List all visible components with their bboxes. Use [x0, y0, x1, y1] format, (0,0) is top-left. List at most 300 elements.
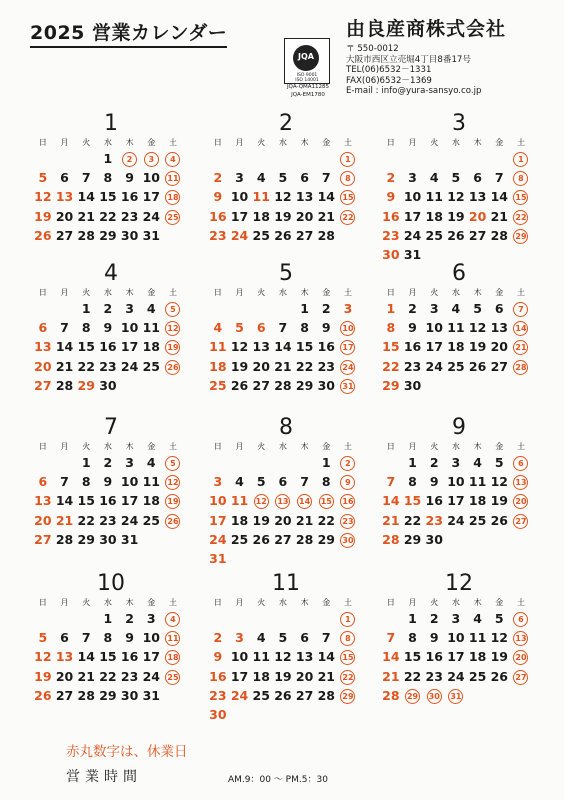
page-title: 2025 営業カレンダー — [30, 18, 227, 48]
day-cell: 20 — [252, 358, 270, 374]
day-cell — [337, 357, 359, 376]
month-8 — [207, 416, 365, 568]
month-4 — [32, 262, 190, 395]
day-cell: 21 — [55, 358, 74, 374]
empty-cell — [488, 149, 510, 168]
business-hours-value: AM.9：00 ～ PM.5：30 — [228, 775, 328, 785]
day-cell: 20 — [55, 668, 74, 684]
day-cell: 18 — [252, 668, 270, 684]
weekday-label: 木 — [125, 442, 134, 451]
day-cell: 28 — [77, 227, 95, 243]
empty-cell — [467, 686, 489, 705]
circled-holiday-day: 25 — [165, 670, 180, 685]
empty-cell — [162, 226, 184, 245]
day-cell: 25 — [142, 512, 160, 528]
weekday-label: 月 — [235, 442, 244, 451]
weekday-header — [32, 441, 190, 453]
day-cell: 24 — [120, 358, 139, 374]
day-cell: 9 — [408, 320, 417, 336]
day-cell — [162, 187, 184, 206]
day-cell: 5 — [451, 170, 461, 186]
circled-holiday-day: 14 — [297, 494, 312, 509]
day-cell: 23 — [425, 512, 443, 528]
week-row — [32, 491, 190, 510]
day-cell — [162, 491, 184, 510]
day-cell: 7 — [321, 170, 331, 186]
week-row — [380, 609, 538, 628]
day-cell: 4 — [473, 455, 482, 470]
month-name: 3 — [452, 111, 466, 136]
day-cell: 31 — [142, 227, 160, 243]
day-cell: 4 — [473, 611, 482, 626]
empty-cell — [32, 299, 54, 318]
day-cell: 21 — [274, 358, 292, 374]
day-cell: 19 — [447, 208, 465, 224]
week-row — [380, 318, 538, 337]
month-5 — [207, 262, 365, 395]
empty-cell — [32, 609, 54, 628]
circled-holiday-day: 5 — [165, 456, 180, 471]
week-row — [380, 491, 538, 510]
day-cell: 11 — [252, 189, 270, 205]
day-cell: 30 — [209, 706, 227, 722]
day-cell: 24 — [425, 358, 443, 374]
day-cell: 15 — [99, 649, 117, 665]
day-cell — [510, 491, 532, 510]
day-cell: 5 — [494, 455, 504, 470]
day-cell: 5 — [473, 301, 482, 316]
circled-holiday-day: 12 — [165, 475, 180, 490]
day-cell: 18 — [142, 493, 160, 509]
circled-holiday-day: 31 — [448, 689, 463, 704]
month-11 — [207, 572, 365, 724]
empty-cell — [54, 609, 76, 628]
week-row — [207, 168, 365, 187]
day-cell: 12 — [490, 474, 508, 490]
empty-cell — [272, 299, 294, 318]
day-cell: 19 — [490, 649, 508, 665]
empty-cell — [294, 549, 316, 568]
day-cell: 7 — [321, 630, 331, 646]
day-cell: 20 — [295, 208, 314, 224]
weekday-label: 木 — [473, 598, 482, 607]
empty-cell — [229, 609, 251, 628]
week-row — [380, 168, 538, 187]
weekday-label: 木 — [473, 288, 482, 297]
day-cell: 21 — [77, 668, 95, 684]
day-cell: 9 — [386, 189, 396, 205]
week-row — [380, 686, 538, 705]
day-cell: 19 — [34, 668, 52, 684]
week-row — [380, 472, 538, 491]
day-cell: 26 — [447, 227, 465, 243]
weekday-label: 火 — [430, 288, 439, 297]
empty-cell — [207, 453, 229, 472]
day-cell: 21 — [490, 208, 508, 224]
day-cell: 21 — [295, 512, 314, 528]
empty-cell — [272, 705, 294, 724]
day-cell: 16 — [99, 493, 117, 509]
empty-cell — [510, 376, 532, 395]
week-row — [32, 667, 190, 686]
iso-14001-label: ISO 14001 — [295, 78, 319, 83]
circled-holiday-day: 10 — [340, 321, 355, 336]
week-row — [207, 453, 365, 472]
day-cell: 26 — [274, 687, 292, 703]
week-row — [32, 357, 190, 376]
week-row — [380, 376, 538, 395]
empty-cell — [229, 705, 251, 724]
circled-holiday-day: 16 — [340, 494, 355, 509]
day-cell: 23 — [120, 668, 139, 684]
week-row — [32, 628, 190, 647]
day-cell: 7 — [81, 630, 91, 646]
month-name: 7 — [104, 415, 118, 440]
day-cell: 22 — [99, 208, 117, 224]
day-cell: 25 — [230, 531, 249, 547]
empty-cell — [294, 609, 316, 628]
day-cell: 24 — [230, 227, 249, 243]
day-cell: 18 — [468, 493, 487, 509]
week-row — [207, 511, 365, 530]
weekday-header — [207, 287, 365, 299]
weekday-label: 土 — [516, 598, 525, 607]
day-cell: 8 — [408, 474, 417, 490]
day-cell: 25 — [209, 377, 227, 393]
day-cell: 8 — [103, 630, 113, 646]
day-cell: 26 — [230, 377, 249, 393]
day-cell: 6 — [256, 320, 266, 336]
day-cell: 23 — [317, 358, 335, 374]
circled-holiday-day: 15 — [340, 650, 355, 665]
empty-cell — [75, 149, 97, 168]
circled-holiday-day: 23 — [340, 514, 355, 529]
day-cell — [510, 226, 532, 245]
day-cell — [445, 686, 467, 705]
day-cell — [337, 491, 359, 510]
day-cell — [510, 337, 532, 356]
day-cell — [510, 628, 532, 647]
weekday-label: 水 — [278, 442, 287, 451]
circled-holiday-day: 13 — [275, 494, 290, 509]
weekday-label: 木 — [473, 138, 482, 147]
day-cell: 1 — [103, 611, 113, 626]
day-cell: 2 — [429, 611, 439, 626]
day-cell: 29 — [99, 227, 117, 243]
day-cell: 6 — [278, 474, 288, 490]
empty-cell — [467, 530, 489, 549]
day-cell: 8 — [81, 474, 91, 490]
day-cell: 29 — [77, 531, 95, 547]
day-cell: 16 — [382, 208, 400, 224]
cert-number-em: JQA-EM1780 — [291, 92, 325, 98]
empty-cell — [250, 453, 272, 472]
day-cell: 28 — [274, 377, 292, 393]
day-cell: 2 — [103, 455, 113, 470]
empty-cell — [229, 149, 251, 168]
day-cell: 11 — [468, 474, 487, 490]
weekday-label: 月 — [235, 288, 244, 297]
day-cell: 23 — [209, 687, 227, 703]
circled-holiday-day: 18 — [165, 650, 180, 665]
day-cell: 21 — [77, 208, 95, 224]
day-cell: 30 — [425, 531, 443, 547]
day-cell: 24 — [142, 208, 160, 224]
day-cell: 9 — [103, 474, 113, 490]
day-cell: 8 — [81, 320, 91, 336]
day-cell: 26 — [490, 512, 508, 528]
iso-9001-label: ISO 9001 — [296, 73, 318, 78]
day-cell: 21 — [317, 668, 335, 684]
weekday-header — [380, 441, 538, 453]
day-cell — [250, 491, 272, 510]
month-6 — [380, 262, 538, 395]
circled-holiday-day: 19 — [165, 340, 180, 355]
circled-holiday-day: 8 — [513, 171, 528, 186]
weekday-label: 金 — [322, 442, 331, 451]
day-cell — [162, 168, 184, 187]
day-cell: 17 — [142, 189, 160, 205]
weekday-label: 月 — [60, 598, 69, 607]
day-cell — [510, 149, 532, 168]
day-cell — [162, 149, 184, 168]
circled-holiday-day: 29 — [405, 689, 420, 704]
day-cell: 19 — [34, 208, 52, 224]
jqa-certification-logo — [282, 38, 332, 100]
day-cell: 15 — [77, 493, 95, 509]
empty-cell — [162, 530, 184, 549]
empty-cell — [294, 149, 316, 168]
circled-holiday-day: 26 — [165, 360, 180, 375]
weekday-label: 木 — [473, 442, 482, 451]
empty-cell — [423, 376, 445, 395]
day-cell: 8 — [300, 320, 309, 336]
week-row — [207, 299, 365, 318]
weekday-header — [207, 441, 365, 453]
weekday-label: 火 — [257, 288, 266, 297]
day-cell: 6 — [60, 170, 69, 186]
day-cell: 15 — [403, 649, 422, 665]
circled-holiday-day: 4 — [165, 612, 180, 627]
day-cell: 26 — [490, 668, 508, 684]
day-cell: 3 — [213, 474, 223, 490]
day-cell: 13 — [295, 649, 314, 665]
day-cell: 25 — [142, 358, 160, 374]
weekday-label: 火 — [82, 598, 91, 607]
weekday-label: 水 — [103, 138, 112, 147]
empty-cell — [162, 376, 184, 395]
weekday-label: 水 — [451, 288, 460, 297]
day-cell: 28 — [55, 377, 74, 393]
day-cell: 22 — [382, 358, 400, 374]
day-cell: 25 — [252, 227, 270, 243]
day-cell: 28 — [382, 531, 400, 547]
day-cell: 16 — [317, 339, 335, 355]
day-cell: 27 — [34, 531, 52, 547]
day-cell — [162, 609, 184, 628]
circled-holiday-day: 27 — [513, 514, 528, 529]
day-cell — [294, 491, 316, 510]
weekday-label: 水 — [278, 138, 287, 147]
week-row — [207, 647, 365, 666]
weekday-label: 水 — [278, 288, 287, 297]
week-row — [207, 609, 365, 628]
day-cell: 11 — [230, 493, 249, 509]
day-cell — [162, 357, 184, 376]
month-name: 10 — [97, 571, 125, 596]
empty-cell — [54, 299, 76, 318]
weekday-label: 日 — [386, 442, 395, 451]
month-name: 1 — [104, 111, 118, 136]
day-cell: 10 — [403, 189, 422, 205]
day-cell: 2 — [321, 301, 331, 316]
month-1 — [32, 112, 190, 245]
week-row — [207, 187, 365, 206]
day-cell: 26 — [34, 227, 52, 243]
day-cell: 24 — [120, 512, 139, 528]
day-cell: 14 — [317, 189, 335, 205]
day-cell: 13 — [490, 320, 508, 336]
empty-cell — [272, 549, 294, 568]
weekday-label: 火 — [257, 598, 266, 607]
weekday-label: 月 — [60, 138, 69, 147]
empty-cell — [510, 530, 532, 549]
weekday-header — [32, 287, 190, 299]
weekday-label: 日 — [213, 442, 222, 451]
circled-holiday-day: 28 — [513, 360, 528, 375]
day-cell: 20 — [295, 668, 314, 684]
empty-cell — [337, 226, 359, 245]
day-cell: 2 — [103, 301, 113, 316]
empty-cell — [272, 453, 294, 472]
circled-holiday-day: 14 — [513, 321, 528, 336]
empty-cell — [445, 530, 467, 549]
day-cell: 17 — [425, 339, 443, 355]
weekday-label: 木 — [125, 288, 134, 297]
company-address: 大阪市西区立売堀4丁目8番17号 — [346, 54, 471, 65]
circled-holiday-day: 22 — [340, 670, 355, 685]
circled-holiday-day: 3 — [144, 152, 159, 167]
weekday-label: 木 — [125, 598, 134, 607]
day-cell: 16 — [120, 649, 139, 665]
day-cell: 9 — [321, 320, 331, 336]
weekday-label: 火 — [430, 138, 439, 147]
week-row — [32, 149, 190, 168]
weekday-label: 火 — [430, 442, 439, 451]
empty-cell — [294, 705, 316, 724]
day-cell — [510, 357, 532, 376]
day-cell — [510, 609, 532, 628]
day-cell: 27 — [295, 687, 314, 703]
postal-mark-icon: 〒 — [346, 44, 355, 54]
weekday-label: 金 — [147, 138, 156, 147]
day-cell: 15 — [295, 339, 314, 355]
day-cell: 3 — [125, 455, 134, 470]
empty-cell — [423, 149, 445, 168]
weekday-label: 日 — [386, 138, 395, 147]
day-cell: 16 — [209, 208, 227, 224]
day-cell — [510, 187, 532, 206]
day-cell: 3 — [429, 301, 439, 316]
day-cell — [162, 337, 184, 356]
empty-cell — [207, 609, 229, 628]
day-cell: 23 — [403, 358, 422, 374]
day-cell: 22 — [77, 358, 95, 374]
day-cell: 28 — [77, 687, 95, 703]
weekday-header — [207, 137, 365, 149]
empty-cell — [445, 149, 467, 168]
weekday-label: 金 — [322, 598, 331, 607]
day-cell: 10 — [120, 474, 139, 490]
week-row — [380, 511, 538, 530]
empty-cell — [467, 376, 489, 395]
day-cell — [162, 453, 184, 472]
circled-holiday-day: 21 — [513, 340, 528, 355]
day-cell: 7 — [278, 320, 288, 336]
day-cell: 1 — [321, 455, 331, 470]
day-cell: 20 — [55, 208, 74, 224]
circled-holiday-day: 22 — [340, 210, 355, 225]
day-cell: 18 — [425, 208, 443, 224]
month-name: 8 — [279, 415, 293, 440]
day-cell: 10 — [447, 474, 465, 490]
weekday-label: 水 — [103, 288, 112, 297]
day-cell: 8 — [408, 630, 417, 646]
day-cell — [162, 628, 184, 647]
day-cell: 1 — [386, 301, 396, 316]
day-cell: 29 — [295, 377, 314, 393]
week-row — [32, 299, 190, 318]
day-cell — [162, 207, 184, 226]
week-row — [380, 530, 538, 549]
circled-holiday-day: 20 — [513, 650, 528, 665]
day-cell: 20 — [490, 339, 508, 355]
circled-holiday-day: 29 — [513, 229, 528, 244]
day-cell — [337, 318, 359, 337]
day-cell: 6 — [38, 474, 48, 490]
day-cell — [337, 376, 359, 395]
day-cell: 25 — [468, 512, 487, 528]
day-cell: 8 — [386, 320, 396, 336]
day-cell: 30 — [120, 227, 139, 243]
circled-holiday-day: 18 — [165, 190, 180, 205]
circled-holiday-day: 9 — [340, 475, 355, 490]
weekday-header — [32, 137, 190, 149]
day-cell: 26 — [468, 358, 487, 374]
weekday-label: 土 — [168, 288, 177, 297]
day-cell: 10 — [230, 649, 249, 665]
day-cell: 13 — [34, 339, 52, 355]
weekday-label: 金 — [147, 598, 156, 607]
day-cell: 30 — [99, 377, 117, 393]
day-cell: 19 — [490, 493, 508, 509]
circled-holiday-day: 19 — [165, 494, 180, 509]
day-cell: 5 — [235, 320, 244, 336]
day-cell — [423, 686, 445, 705]
circled-holiday-day: 6 — [513, 612, 528, 627]
day-cell: 16 — [209, 668, 227, 684]
week-row — [207, 549, 365, 568]
weekday-header — [380, 137, 538, 149]
day-cell: 28 — [295, 531, 314, 547]
day-cell: 16 — [425, 649, 443, 665]
week-row — [207, 686, 365, 705]
day-cell: 29 — [77, 377, 95, 393]
day-cell: 4 — [235, 474, 244, 490]
circled-holiday-day: 1 — [340, 612, 355, 627]
day-cell: 19 — [274, 668, 292, 684]
day-cell: 12 — [468, 320, 487, 336]
